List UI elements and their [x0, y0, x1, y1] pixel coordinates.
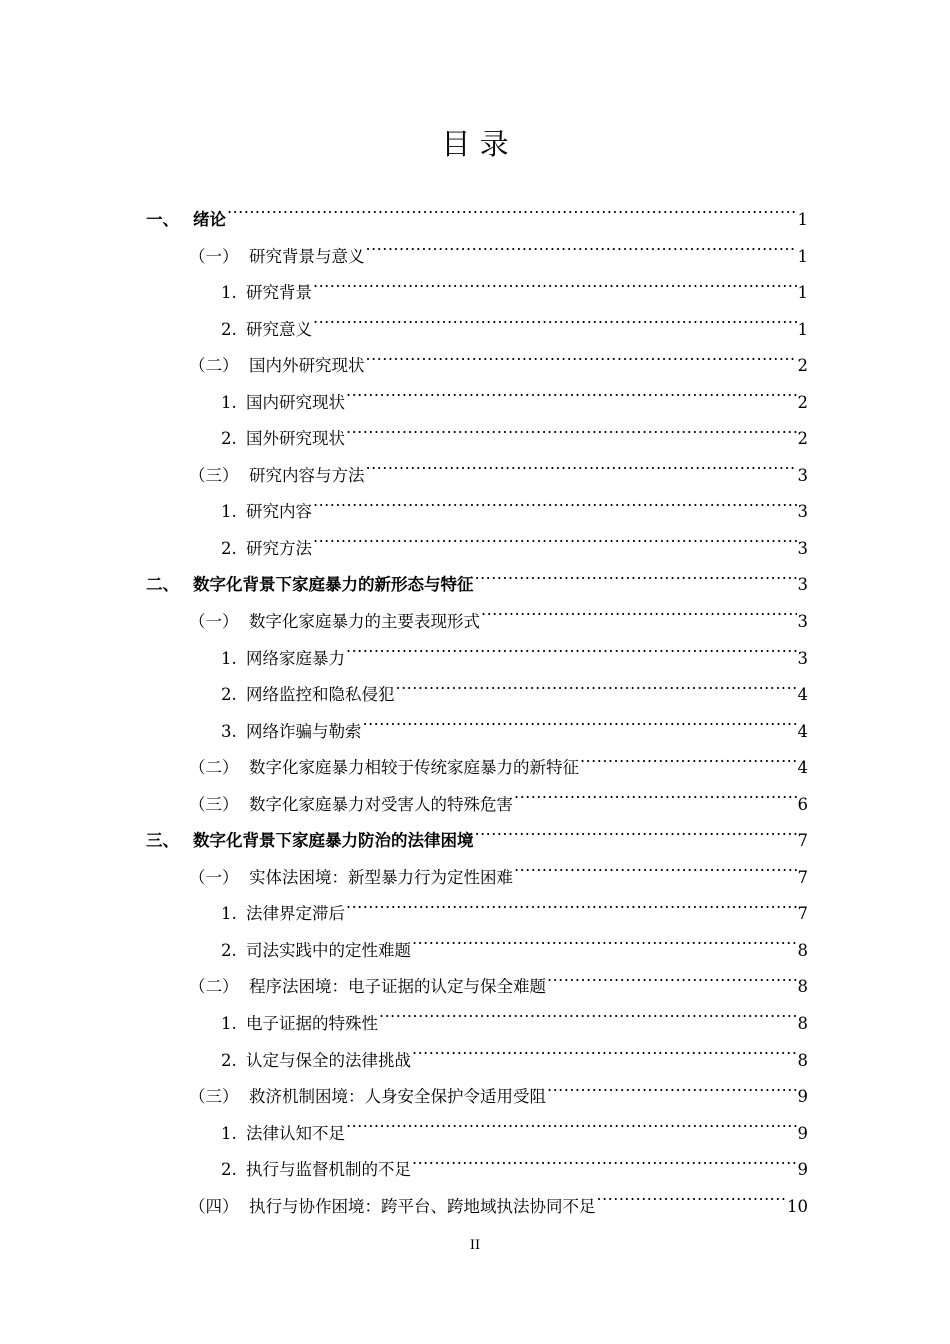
toc-entry-page: 3 [797, 502, 808, 522]
toc-dot-leader [412, 939, 797, 956]
toc-entry[interactable] [146, 567, 808, 604]
toc-entry[interactable] [146, 1079, 808, 1116]
toc-dot-leader [514, 866, 797, 883]
toc-dot-leader [547, 1086, 797, 1103]
toc-entry-number: （二） [189, 356, 239, 376]
toc-entry-page: 8 [797, 940, 808, 960]
toc-entry-number: 1. [221, 904, 237, 924]
toc-entry-title: 数字化家庭暴力对受害人的特殊危害 [249, 794, 513, 814]
toc-entry[interactable] [146, 1116, 808, 1153]
toc-dot-leader [313, 537, 797, 554]
toc-entry-page: 8 [797, 1014, 808, 1034]
toc-entry-title: 数字化背景下家庭暴力防治的法律困境 [193, 831, 474, 851]
page-number: II [469, 1238, 481, 1253]
toc-dot-leader [313, 282, 797, 299]
toc-entry-title: 研究背景与意义 [249, 246, 365, 266]
toc-entry-number: 2. [221, 1160, 237, 1180]
toc-entry-page: 1 [797, 319, 808, 339]
toc-dot-leader [346, 903, 797, 920]
page-title: 目 录 [441, 127, 509, 161]
toc-dot-leader [346, 1122, 797, 1139]
toc-entry[interactable] [146, 421, 808, 458]
toc-entry-number: 2. [221, 429, 237, 449]
toc-entry[interactable] [146, 1006, 808, 1043]
toc-entry-title: 研究背景 [246, 283, 312, 303]
toc-entry-page: 4 [797, 721, 808, 741]
toc-dot-leader [396, 684, 797, 701]
toc-dot-leader [379, 1013, 797, 1030]
toc-entry[interactable] [146, 458, 808, 495]
toc-entry-page: 7 [797, 904, 808, 924]
toc-entry-title: 程序法困境：电子证据的认定与保全难题 [249, 977, 546, 997]
toc-entry-page: 2 [797, 356, 808, 376]
toc-entry-title: 国内外研究现状 [249, 356, 365, 376]
toc-entry-number: 2. [221, 685, 237, 705]
toc-entry[interactable] [146, 860, 808, 897]
toc-entry[interactable] [146, 494, 808, 531]
toc-entry[interactable] [146, 202, 808, 239]
toc-entry-page: 3 [797, 465, 808, 485]
toc-entry-page: 2 [797, 429, 808, 449]
toc-dot-leader [313, 318, 797, 335]
toc-dot-leader [514, 793, 797, 810]
toc-entry-number: 三、 [146, 831, 179, 851]
toc-entry-page: 1 [797, 210, 808, 229]
toc-dot-leader [313, 501, 797, 518]
toc-entry[interactable] [146, 312, 808, 349]
toc-entry-title: 研究内容与方法 [249, 465, 365, 485]
toc-entry-page: 9 [797, 1123, 808, 1143]
toc-dot-leader [481, 611, 797, 628]
toc-entry-page: 9 [797, 1087, 808, 1107]
toc-entry-title: 数字化家庭暴力相较于传统家庭暴力的新特征 [249, 758, 579, 778]
table-of-contents [146, 202, 808, 1225]
toc-entry-title: 执行与监督机制的不足 [246, 1160, 411, 1180]
toc-dot-leader [227, 209, 797, 226]
toc-entry-number: （一） [189, 246, 239, 266]
toc-entry-title: 网络监控和隐私侵犯 [246, 685, 395, 705]
toc-dot-leader [363, 720, 797, 737]
toc-entry-page: 1 [797, 246, 808, 266]
toc-dot-leader [346, 391, 797, 408]
toc-entry-page: 2 [797, 392, 808, 412]
toc-dot-leader [580, 757, 797, 774]
toc-entry[interactable] [146, 239, 808, 276]
toc-entry-page: 7 [797, 831, 808, 851]
toc-entry-title: 法律界定滞后 [246, 904, 345, 924]
toc-entry[interactable] [146, 714, 808, 751]
toc-entry-number: 2. [221, 1050, 237, 1070]
toc-entry-title: 执行与协作困境：跨平台、跨地域执法协同不足 [249, 1196, 596, 1216]
toc-entry-title: 网络家庭暴力 [246, 648, 345, 668]
toc-entry-title: 研究内容 [246, 502, 312, 522]
toc-entry-title: 绪论 [193, 210, 226, 229]
toc-dot-leader [366, 355, 797, 372]
toc-entry-number: （二） [189, 758, 239, 778]
toc-entry-number: （三） [189, 794, 239, 814]
toc-entry-number: 1. [221, 1014, 237, 1034]
toc-entry-page: 3 [797, 648, 808, 668]
toc-entry[interactable] [146, 823, 808, 860]
toc-entry-page: 3 [797, 538, 808, 558]
toc-dot-leader [346, 647, 797, 664]
toc-entry-title: 网络诈骗与勒索 [246, 721, 362, 741]
toc-entry-title: 认定与保全的法律挑战 [246, 1050, 411, 1070]
toc-entry-number: 2. [221, 940, 237, 960]
toc-entry[interactable] [146, 1152, 808, 1189]
toc-entry-page: 4 [797, 685, 808, 705]
toc-entry-number: （三） [189, 1087, 239, 1107]
toc-dot-leader [597, 1195, 787, 1212]
toc-dot-leader [475, 830, 797, 847]
toc-entry-page: 3 [797, 612, 808, 632]
toc-entry[interactable] [146, 1189, 808, 1226]
toc-entry-number: 1. [221, 648, 237, 668]
toc-entry-title: 法律认知不足 [246, 1123, 345, 1143]
toc-entry-title: 司法实践中的定性难题 [246, 940, 411, 960]
toc-entry[interactable] [146, 750, 808, 787]
toc-entry[interactable] [146, 604, 808, 641]
toc-entry-page: 1 [797, 283, 808, 303]
toc-dot-leader [475, 574, 797, 591]
toc-entry[interactable] [146, 348, 808, 385]
toc-entry-number: （四） [189, 1196, 239, 1216]
toc-entry-title: 数字化背景下家庭暴力的新形态与特征 [193, 575, 474, 595]
toc-entry-title: 电子证据的特殊性 [246, 1014, 378, 1034]
toc-entry-page: 4 [797, 758, 808, 778]
toc-entry-number: 1. [221, 502, 237, 522]
toc-entry-page: 10 [787, 1196, 808, 1216]
toc-entry-number: （一） [189, 867, 239, 887]
toc-entry-number: 1. [221, 283, 237, 303]
toc-entry-title: 国内研究现状 [246, 392, 345, 412]
toc-dot-leader [366, 245, 797, 262]
toc-entry[interactable] [146, 969, 808, 1006]
toc-entry[interactable] [146, 896, 808, 933]
toc-entry-title: 实体法困境：新型暴力行为定性困难 [249, 867, 513, 887]
toc-entry-title: 国外研究现状 [246, 429, 345, 449]
toc-entry[interactable] [146, 787, 808, 824]
toc-entry-title: 研究方法 [246, 538, 312, 558]
toc-entry-number: 1. [221, 1123, 237, 1143]
toc-entry-title: 数字化家庭暴力的主要表现形式 [249, 612, 480, 632]
toc-dot-leader [547, 976, 797, 993]
toc-dot-leader [412, 1159, 797, 1176]
toc-entry-number: 1. [221, 392, 237, 412]
toc-entry-number: （三） [189, 465, 239, 485]
toc-entry[interactable] [146, 531, 808, 568]
toc-entry-title: 研究意义 [246, 319, 312, 339]
toc-entry-page: 9 [797, 1160, 808, 1180]
toc-dot-leader [412, 1049, 797, 1066]
toc-entry-number: 一、 [146, 210, 179, 229]
toc-dot-leader [346, 428, 797, 445]
toc-entry-number: 3. [221, 721, 237, 741]
toc-dot-leader [366, 464, 797, 481]
toc-entry-page: 6 [797, 794, 808, 814]
toc-entry[interactable] [146, 1043, 808, 1080]
toc-entry-page: 3 [797, 575, 808, 595]
toc-entry-number: 2. [221, 538, 237, 558]
toc-entry-title: 救济机制困境：人身安全保护令适用受阻 [249, 1087, 546, 1107]
toc-entry-number: （二） [189, 977, 239, 997]
toc-entry-page: 7 [797, 867, 808, 887]
toc-entry[interactable] [146, 641, 808, 678]
toc-entry[interactable] [146, 677, 808, 714]
toc-entry[interactable] [146, 385, 808, 422]
toc-entry-page: 8 [797, 1050, 808, 1070]
toc-entry[interactable] [146, 933, 808, 970]
toc-entry-number: （一） [189, 612, 239, 632]
toc-entry-page: 8 [797, 977, 808, 997]
toc-entry-number: 2. [221, 319, 237, 339]
toc-entry[interactable] [146, 275, 808, 312]
toc-entry-number: 二、 [146, 575, 179, 595]
